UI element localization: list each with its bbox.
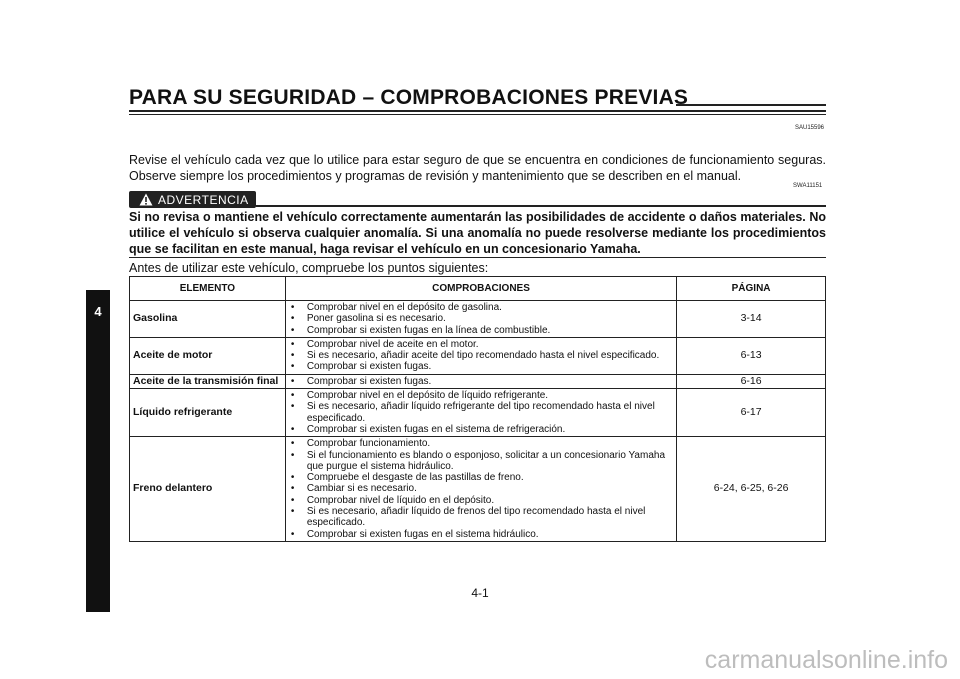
checklist-lead: Antes de utilizar este vehículo, compruebe los puntos siguientes: — [129, 261, 489, 275]
checks-cell — [285, 337, 676, 374]
check-item: • Cambiar si es necesario. — [289, 483, 676, 494]
check-item: • Si es necesario, añadir líquido refrigerante del tipo recomendado hasta el nivel especificado. — [289, 401, 676, 424]
check-item: • Comprobar si existen fugas en la línea de combustible. — [289, 325, 676, 336]
check-item: • Comprobar nivel de líquido en el depósito. — [289, 495, 676, 506]
chapter-tab: 4 — [86, 290, 110, 612]
check-item: • Comprobar funcionamiento. — [289, 438, 676, 449]
table-row — [130, 437, 826, 542]
checks-cell — [285, 374, 676, 388]
column-header: PÁGINA — [677, 277, 826, 301]
check-item: • Poner gasolina si es necesario. — [289, 313, 676, 324]
item-name: Gasolina — [130, 301, 286, 338]
item-name: Aceite de motor — [130, 337, 286, 374]
table-header-row — [130, 277, 826, 301]
checks-cell — [285, 437, 676, 542]
check-item: • Comprobar si existen fugas. — [289, 361, 676, 372]
check-item: • Compruebe el desgaste de las pastillas de freno. — [289, 472, 676, 483]
title-rule — [129, 114, 826, 115]
page-ref: 3-14 — [677, 301, 826, 338]
checks-cell — [285, 301, 676, 338]
check-item: • Comprobar nivel en el depósito de líquido refrigerante. — [289, 390, 676, 401]
item-name: Freno delantero — [130, 437, 286, 542]
warning-rule — [256, 205, 826, 207]
check-item: • Si el funcionamiento es blando o esponjoso, solicitar a un concesionario Yamaha que purgue el sistema hidráulico. — [289, 450, 676, 473]
page-ref: 6-17 — [677, 389, 826, 437]
check-item: • Comprobar si existen fugas en el sistema de refrigeración. — [289, 424, 676, 435]
check-item: • Si es necesario, añadir aceite del tipo recomendado hasta el nivel especificado. — [289, 350, 676, 361]
table-row — [130, 301, 826, 338]
warning-label: ADVERTENCIA — [158, 192, 249, 207]
warning-text: Si no revisa o mantiene el vehículo correctamente aumentarán las posibilidades de accidente o daños materiales. No utilice el vehículo si observa cualquier anomalía. Si una anomalía no puede resolverse mediante los procedimientos que se facilitan en este manual, haga revisar el vehículo en un concesionario Yamaha. — [129, 210, 826, 257]
check-item: • Comprobar si existen fugas en el sistema hidráulico. — [289, 529, 676, 540]
check-item: • Comprobar si existen fugas. — [289, 376, 676, 387]
title-rule — [129, 110, 826, 112]
watermark: carmanualsonline.info — [704, 646, 948, 674]
item-name: Aceite de la transmisión final — [130, 374, 286, 388]
section-code: SAU15596 — [795, 125, 825, 131]
column-header: COMPROBACIONES — [285, 277, 676, 301]
check-item: • Si es necesario, añadir líquido de frenos del tipo recomendado hasta el nivel especificado. — [289, 506, 676, 529]
table-row — [130, 374, 826, 388]
page-ref: 6-24, 6-25, 6-26 — [677, 437, 826, 542]
column-header: ELEMENTO — [130, 277, 286, 301]
check-item: • Comprobar nivel de aceite en el motor. — [289, 339, 676, 350]
title-rule — [676, 104, 826, 106]
item-name: Líquido refrigerante — [130, 389, 286, 437]
warning-triangle-icon — [139, 193, 153, 206]
check-item: • Comprobar nivel en el depósito de gasolina. — [289, 302, 676, 313]
checks-cell — [285, 389, 676, 437]
page-number: 4-1 — [471, 586, 489, 600]
table-row — [130, 389, 826, 437]
page-title: PARA SU SEGURIDAD – COMPROBACIONES PREVIAS — [129, 86, 689, 109]
warning-bottom-rule — [129, 257, 826, 258]
intro-paragraph: Revise el vehículo cada vez que lo utilice para estar seguro de que se encuentra en condiciones de funcionamiento seguras. Observe siempre los procedimientos y programas de revisión y mantenimiento que se describen en el manual. — [129, 153, 826, 183]
page-ref: 6-16 — [677, 374, 826, 388]
table-row — [130, 337, 826, 374]
pre-check-table — [129, 276, 826, 542]
page-ref: 6-13 — [677, 337, 826, 374]
warning-badge — [129, 191, 256, 208]
warning-code: SWA11151 — [793, 183, 823, 189]
